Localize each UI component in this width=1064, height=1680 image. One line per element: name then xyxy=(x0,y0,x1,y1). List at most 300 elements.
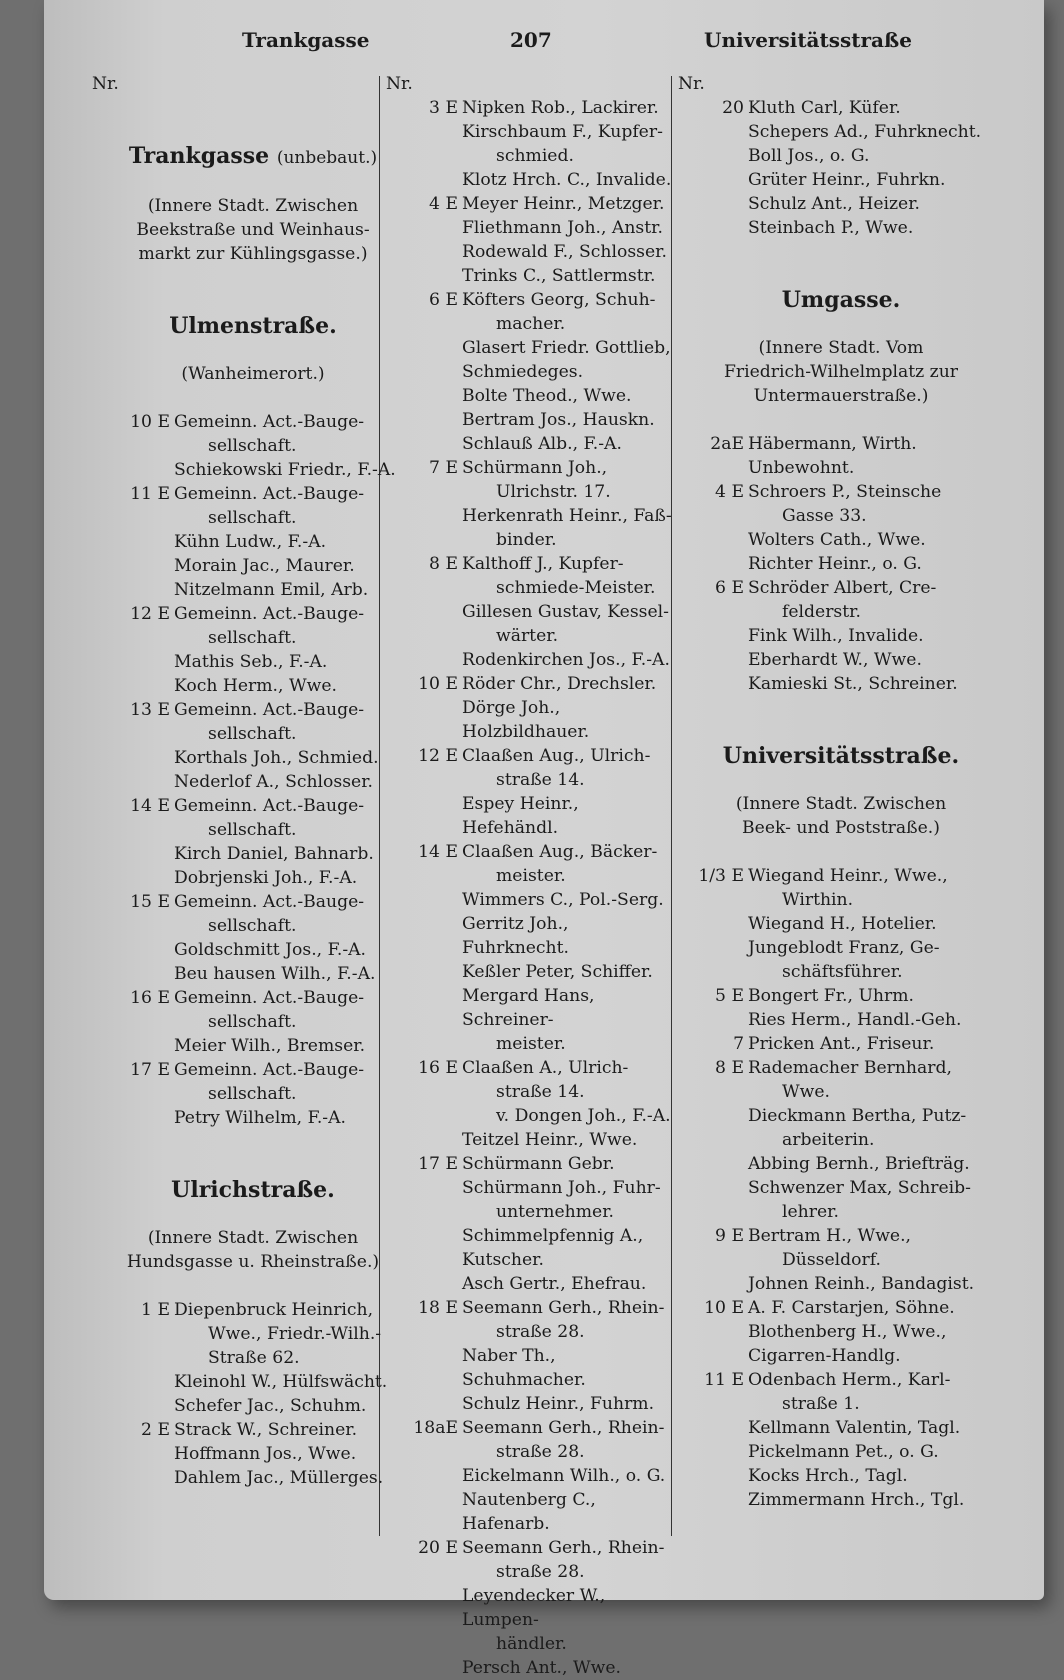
resident-text: Schepers Ad., Fuhrknecht. xyxy=(748,122,982,142)
spacer xyxy=(678,768,1004,792)
street-description xyxy=(92,194,414,266)
house-number: 6 E xyxy=(429,290,458,310)
resident-line: Gemeinn. Act.-Bauge- xyxy=(174,1060,365,1080)
resident-line xyxy=(386,1584,676,1632)
resident-text: Schmiedeges. xyxy=(462,362,584,382)
house-number: 18 E xyxy=(418,1298,458,1318)
house-entry xyxy=(678,96,1004,120)
description-line: (Innere Stadt. Zwischen xyxy=(735,794,947,814)
resident-line xyxy=(92,1106,414,1130)
spacer xyxy=(678,240,1004,288)
resident-text: Dörge Joh., Holzbildhauer. xyxy=(462,698,590,742)
resident-text: Johnen Reinh., Bandagist. xyxy=(748,1274,975,1294)
street-name: Ulrichstraße. xyxy=(171,1177,335,1203)
resident-line: sellschaft. xyxy=(208,1012,297,1032)
resident-text: Wolters Cath., Wwe. xyxy=(748,530,926,550)
house-entry xyxy=(678,432,1004,456)
resident-line xyxy=(386,912,676,960)
resident-line xyxy=(386,600,676,624)
description-line: Friedrich-Wilhelmplatz zur xyxy=(724,362,958,382)
house-entry xyxy=(678,1368,1004,1416)
resident-line: Rademacher Bernhard, xyxy=(748,1058,952,1078)
resident-line xyxy=(386,1248,676,1272)
resident-text: Bertram Jos., Hauskn. xyxy=(462,410,655,430)
house-entry xyxy=(678,1224,1004,1272)
description-line: Untermauerstraße.) xyxy=(753,386,929,406)
house-entry xyxy=(678,984,1004,1008)
resident-line xyxy=(678,1464,1004,1488)
street-heading xyxy=(92,1178,414,1202)
resident-line xyxy=(92,938,414,962)
house-number: 12 E xyxy=(418,746,458,766)
resident-text: Morain Jac., Maurer. xyxy=(174,556,355,576)
spacer xyxy=(92,170,414,194)
resident-line xyxy=(386,1272,676,1296)
resident-line xyxy=(678,912,1004,936)
resident-text: Dieckmann Bertha, Putz- xyxy=(748,1106,967,1126)
house-entry xyxy=(386,96,676,120)
resident-line xyxy=(386,168,676,192)
resident-text: Eberhardt W., Wwe. xyxy=(748,650,922,670)
resident-line: Strack W., Schreiner. xyxy=(174,1420,358,1440)
resident-line xyxy=(386,648,676,672)
resident-text: Steinbach P., Wwe. xyxy=(748,218,914,238)
house-entry xyxy=(386,288,676,336)
resident-line xyxy=(386,960,676,984)
resident-line: Bongert Fr., Uhrm. xyxy=(748,986,914,1006)
house-number: 7 xyxy=(733,1034,744,1054)
resident-line: Gemeinn. Act.-Bauge- xyxy=(174,604,365,624)
resident-text: Kühn Ludw., F.-A. xyxy=(174,532,327,552)
resident-line xyxy=(92,746,414,770)
resident-text: Asch Gertr., Ehefrau. xyxy=(462,1274,647,1294)
spacer xyxy=(92,96,414,144)
house-number: 10 E xyxy=(418,674,458,694)
page-number: 207 xyxy=(510,28,552,52)
resident-line xyxy=(678,192,1004,216)
resident-text: Koch Herm., Wwe. xyxy=(174,676,337,696)
resident-text: Herkenrath Heinr., Faß- xyxy=(462,506,672,526)
resident-line: Köfters Georg, Schuh- xyxy=(462,290,656,310)
resident-text: Mergard Hans, Schreiner- xyxy=(462,986,595,1030)
house-entry xyxy=(92,410,414,458)
resident-text: wärter. xyxy=(496,626,559,646)
resident-line xyxy=(678,1488,1004,1512)
resident-line xyxy=(386,1632,676,1656)
resident-text: lehrer. xyxy=(782,1202,839,1222)
street-name: Trankgasse xyxy=(128,143,270,169)
house-number: 2aE xyxy=(710,434,744,454)
resident-line: A. F. Carstarjen, Söhne. xyxy=(748,1298,955,1318)
house-entry xyxy=(386,456,676,504)
resident-text: Kutscher. xyxy=(462,1250,544,1270)
resident-line: straße 28. xyxy=(496,1442,585,1462)
resident-line: Pricken Ant., Friseur. xyxy=(748,1034,935,1054)
directory-page xyxy=(44,0,1044,1678)
house-entry xyxy=(92,794,414,842)
street-description xyxy=(678,792,1004,840)
resident-text: Beu hausen Wilh., F.-A. xyxy=(174,964,376,984)
house-entry xyxy=(386,744,676,792)
resident-line: Kluth Carl, Küfer. xyxy=(748,98,901,118)
resident-line xyxy=(386,1464,676,1488)
resident-text: arbeiterin. xyxy=(782,1130,875,1150)
house-entry xyxy=(92,482,414,530)
spacer xyxy=(678,408,1004,432)
spacer xyxy=(678,840,1004,864)
resident-line xyxy=(386,528,676,552)
resident-line xyxy=(92,650,414,674)
house-number: 17 E xyxy=(130,1060,170,1080)
resident-line xyxy=(92,674,414,698)
resident-line: straße 28. xyxy=(496,1322,585,1342)
house-number: 10 E xyxy=(130,412,170,432)
resident-text: Rodenkirchen Jos., F.-A. xyxy=(462,650,670,670)
resident-text: Pickelmann Pet., o. G. xyxy=(748,1442,939,1462)
resident-text: Schlauß Alb., F.-A. xyxy=(462,434,622,454)
resident-line xyxy=(678,1272,1004,1296)
street-description xyxy=(92,1226,414,1274)
resident-line xyxy=(386,1200,676,1224)
resident-text: Klotz Hrch. C., Invalide. xyxy=(462,170,672,190)
resident-line xyxy=(92,962,414,986)
directory-column-1 xyxy=(92,72,414,1490)
house-entry xyxy=(678,1032,1004,1056)
spacer xyxy=(92,1130,414,1178)
resident-line: macher. xyxy=(496,314,566,334)
house-entry xyxy=(386,840,676,888)
resident-text: Korthals Joh., Schmied. xyxy=(174,748,379,768)
spacer xyxy=(92,266,414,314)
resident-line xyxy=(92,866,414,890)
header-right-street: Universitätsstraße xyxy=(704,28,912,52)
resident-line xyxy=(386,1176,676,1200)
resident-line xyxy=(386,336,676,360)
resident-line xyxy=(678,1344,1004,1368)
resident-line xyxy=(386,1104,676,1128)
directory-column-2 xyxy=(386,72,676,1680)
resident-line xyxy=(678,216,1004,240)
resident-text: Kamieski St., Schreiner. xyxy=(748,674,958,694)
resident-text: Leyendecker W., Lumpen- xyxy=(462,1586,606,1630)
resident-line xyxy=(678,1320,1004,1344)
resident-line: Seemann Gerh., Rhein- xyxy=(462,1538,665,1558)
header-left-street: Trankgasse xyxy=(242,28,370,52)
house-entry xyxy=(386,1536,676,1584)
house-entry xyxy=(386,1056,676,1104)
column-nr-label: Nr. xyxy=(92,74,119,94)
resident-line: Claaßen Aug., Ulrich- xyxy=(462,746,651,766)
house-number: 8 E xyxy=(715,1058,744,1078)
resident-line: Kalthoff J., Kupfer- xyxy=(462,554,624,574)
house-number: 16 E xyxy=(130,988,170,1008)
resident-line xyxy=(678,1008,1004,1032)
house-number: 7 E xyxy=(429,458,458,478)
resident-line: Nipken Rob., Lackirer. xyxy=(462,98,659,118)
house-number: 8 E xyxy=(429,554,458,574)
resident-text: Schimmelpfennig A., xyxy=(462,1226,644,1246)
street-heading xyxy=(92,314,414,338)
resident-text: Nautenberg C., Hafenarb. xyxy=(462,1490,596,1534)
house-entry xyxy=(92,602,414,650)
resident-line xyxy=(386,504,676,528)
page-header xyxy=(44,28,1044,68)
resident-line xyxy=(678,120,1004,144)
resident-line xyxy=(386,216,676,240)
resident-line: Gemeinn. Act.-Bauge- xyxy=(174,988,365,1008)
resident-line: Gemeinn. Act.-Bauge- xyxy=(174,892,365,912)
resident-line: Häbermann, Wirth. xyxy=(748,434,917,454)
resident-line xyxy=(92,1370,414,1394)
street-heading xyxy=(678,288,1004,312)
resident-line: sellschaft. xyxy=(208,628,297,648)
resident-line: Wiegand Heinr., Wwe., xyxy=(748,866,948,886)
house-number: 18aE xyxy=(413,1418,458,1438)
description-line: Hundsgasse u. Rheinstraße.) xyxy=(126,1252,380,1272)
resident-line xyxy=(678,168,1004,192)
resident-line xyxy=(92,1034,414,1058)
resident-line xyxy=(386,360,676,384)
resident-text: Richter Heinr., o. G. xyxy=(748,554,922,574)
street-name: Universitätsstraße. xyxy=(722,743,960,769)
resident-line xyxy=(678,552,1004,576)
resident-line xyxy=(678,144,1004,168)
resident-text: Wimmers C., Pol.-Serg. xyxy=(462,890,664,910)
resident-line xyxy=(386,1488,676,1536)
resident-text: Petry Wilhelm, F.-A. xyxy=(174,1108,346,1128)
house-number: 1/3 E xyxy=(698,866,744,886)
resident-line xyxy=(678,1104,1004,1128)
resident-line xyxy=(678,1200,1004,1224)
resident-line xyxy=(92,842,414,866)
resident-text: Kellmann Valentin, Tagl. xyxy=(748,1418,961,1438)
resident-text: Schiekowski Friedr., F.-A. xyxy=(174,460,396,480)
column-nr-label: Nr. xyxy=(386,74,413,94)
resident-text: schäftsführer. xyxy=(782,962,903,982)
resident-line: Schroers P., Steinsche xyxy=(748,482,942,502)
resident-text: Wiegand H., Hotelier. xyxy=(748,914,937,934)
resident-line: Diepenbruck Heinrich, xyxy=(174,1300,374,1320)
resident-text: Schulz Heinr., Fuhrm. xyxy=(462,1394,655,1414)
house-number: 16 E xyxy=(418,1058,458,1078)
resident-line xyxy=(386,384,676,408)
resident-line: Seemann Gerh., Rhein- xyxy=(462,1298,665,1318)
resident-line xyxy=(386,408,676,432)
house-number: 11 E xyxy=(704,1370,744,1390)
resident-line xyxy=(92,458,414,482)
house-number: 10 E xyxy=(704,1298,744,1318)
resident-line xyxy=(678,624,1004,648)
resident-line: felderstr. xyxy=(782,602,861,622)
resident-text: Persch Ant., Wwe. xyxy=(462,1658,621,1678)
resident-text: Gillesen Gustav, Kessel- xyxy=(462,602,669,622)
house-number: 12 E xyxy=(130,604,170,624)
resident-line: Röder Chr., Drechsler. xyxy=(462,674,657,694)
resident-text: Cigarren-Handlg. xyxy=(748,1346,901,1366)
description-line: (Innere Stadt. Zwischen xyxy=(147,196,359,216)
resident-line xyxy=(678,1440,1004,1464)
resident-text: Zimmermann Hrch., Tgl. xyxy=(748,1490,965,1510)
spacer xyxy=(678,696,1004,744)
resident-line: sellschaft. xyxy=(208,1084,297,1104)
house-entry xyxy=(678,1296,1004,1320)
resident-line xyxy=(386,888,676,912)
resident-line xyxy=(92,578,414,602)
resident-line: straße 14. xyxy=(496,1082,585,1102)
resident-line: sellschaft. xyxy=(208,916,297,936)
resident-line: Gemeinn. Act.-Bauge- xyxy=(174,484,365,504)
description-line: Beekstraße und Weinhaus- xyxy=(136,220,370,240)
house-entry xyxy=(678,1056,1004,1104)
resident-line: Gemeinn. Act.-Bauge- xyxy=(174,700,365,720)
resident-line xyxy=(678,936,1004,960)
resident-line: Odenbach Herm., Karl- xyxy=(748,1370,951,1390)
resident-text: Fliethmann Joh., Anstr. xyxy=(462,218,663,238)
resident-line: sellschaft. xyxy=(208,436,297,456)
resident-text: Kocks Hrch., Tagl. xyxy=(748,1466,908,1486)
resident-line: Wwe. xyxy=(782,1082,831,1102)
description-line: (Innere Stadt. Vom xyxy=(758,338,924,358)
house-number: 1 E xyxy=(141,1300,170,1320)
spacer xyxy=(92,1274,414,1298)
resident-line: Claaßen Aug., Bäcker- xyxy=(462,842,658,862)
resident-text: Schefer Jac., Schuhm. xyxy=(174,1396,367,1416)
resident-text: Naber Th., Schuhmacher. xyxy=(462,1346,586,1390)
resident-line: straße 28. xyxy=(496,1562,585,1582)
resident-text: Kirschbaum F., Kupfer- xyxy=(462,122,663,142)
resident-line xyxy=(386,792,676,840)
resident-line xyxy=(678,456,1004,480)
street-description xyxy=(92,362,414,386)
resident-line xyxy=(386,696,676,744)
house-entry xyxy=(92,890,414,938)
resident-line: Düsseldorf. xyxy=(782,1250,881,1270)
street-heading xyxy=(92,144,414,170)
resident-line xyxy=(386,1224,676,1248)
resident-text: Abbing Bernh., Briefträg. xyxy=(748,1154,970,1174)
house-entry xyxy=(678,480,1004,528)
resident-line: Wwe., Friedr.-Wilh.- xyxy=(208,1324,382,1344)
house-number: 17 E xyxy=(418,1154,458,1174)
resident-line xyxy=(386,624,676,648)
house-number: 14 E xyxy=(130,796,170,816)
street-note: (unbebaut.) xyxy=(276,148,378,168)
house-number: 4 E xyxy=(429,194,458,214)
house-entry xyxy=(678,576,1004,624)
spacer xyxy=(92,338,414,362)
resident-text: Trinks C., Sattlermstr. xyxy=(462,266,656,286)
resident-line: Claaßen A., Ulrich- xyxy=(462,1058,629,1078)
house-number: 5 E xyxy=(715,986,744,1006)
street-heading xyxy=(678,744,1004,768)
resident-line xyxy=(386,1656,676,1680)
resident-text: Kirch Daniel, Bahnarb. xyxy=(174,844,374,864)
resident-text: händler. xyxy=(496,1634,567,1654)
house-entry xyxy=(92,1058,414,1106)
resident-line xyxy=(678,648,1004,672)
resident-text: Teitzel Heinr., Wwe. xyxy=(462,1130,638,1150)
resident-text: Dobrjenski Joh., F.-A. xyxy=(174,868,358,888)
house-number: 11 E xyxy=(130,484,170,504)
resident-line xyxy=(92,530,414,554)
resident-text: meister. xyxy=(496,1034,566,1054)
resident-line xyxy=(678,672,1004,696)
house-entry xyxy=(386,552,676,600)
resident-text: Ries Herm., Handl.-Geh. xyxy=(748,1010,962,1030)
resident-line xyxy=(678,528,1004,552)
resident-line xyxy=(678,1152,1004,1176)
house-number: 14 E xyxy=(418,842,458,862)
description-line: markt zur Kühlingsgasse.) xyxy=(138,244,368,264)
resident-text: Mathis Seb., F.-A. xyxy=(174,652,328,672)
house-entry xyxy=(386,192,676,216)
resident-text: Fink Wilh., Invalide. xyxy=(748,626,924,646)
house-number: 20 E xyxy=(418,1538,458,1558)
resident-line: Schürmann Gebr. xyxy=(462,1154,615,1174)
resident-text: Boll Jos., o. G. xyxy=(748,146,870,166)
resident-line: Ulrichstr. 17. xyxy=(496,482,611,502)
resident-text: Schulz Ant., Heizer. xyxy=(748,194,921,214)
resident-text: Rodewald F., Schlosser. xyxy=(462,242,667,262)
house-entry xyxy=(92,698,414,746)
street-description xyxy=(678,336,1004,408)
resident-line xyxy=(92,1466,414,1490)
house-number: 13 E xyxy=(130,700,170,720)
resident-text: Schürmann Joh., Fuhr- xyxy=(462,1178,661,1198)
resident-line xyxy=(386,1392,676,1416)
house-number: 15 E xyxy=(130,892,170,912)
house-entry xyxy=(678,864,1004,912)
resident-text: Blothenberg H., Wwe., xyxy=(748,1322,947,1342)
resident-line xyxy=(386,984,676,1032)
resident-text: Hoffmann Jos., Wwe. xyxy=(174,1444,357,1464)
resident-line xyxy=(92,1442,414,1466)
house-number: 6 E xyxy=(715,578,744,598)
resident-line xyxy=(92,770,414,794)
house-entry xyxy=(386,1152,676,1176)
resident-line: Seemann Gerh., Rhein- xyxy=(462,1418,665,1438)
house-entry xyxy=(386,1416,676,1464)
directory-column-3 xyxy=(678,72,1004,1512)
description-line: Beek- und Poststraße.) xyxy=(742,818,940,838)
resident-line xyxy=(386,240,676,264)
house-number: 9 E xyxy=(715,1226,744,1246)
resident-line: Schröder Albert, Cre- xyxy=(748,578,937,598)
resident-line xyxy=(386,432,676,456)
resident-line xyxy=(678,1128,1004,1152)
resident-text: unternehmer. xyxy=(496,1202,615,1222)
resident-line xyxy=(92,1394,414,1418)
resident-text: Nitzelmann Emil, Arb. xyxy=(174,580,369,600)
resident-line xyxy=(678,1176,1004,1200)
resident-line: straße 1. xyxy=(782,1394,860,1414)
house-entry xyxy=(386,1296,676,1344)
resident-line xyxy=(386,1344,676,1392)
resident-text: Dahlem Jac., Müllerges. xyxy=(174,1468,384,1488)
resident-text: Meier Wilh., Bremser. xyxy=(174,1036,366,1056)
resident-line xyxy=(386,1032,676,1056)
house-entry xyxy=(92,1418,414,1442)
house-entry xyxy=(92,986,414,1034)
resident-text: Grüter Heinr., Fuhrkn. xyxy=(748,170,946,190)
resident-line: sellschaft. xyxy=(208,508,297,528)
resident-text: Goldschmitt Jos., F.-A. xyxy=(174,940,367,960)
resident-line: sellschaft. xyxy=(208,724,297,744)
resident-text: Unbewohnt. xyxy=(748,458,855,478)
resident-line: meister. xyxy=(496,866,566,886)
resident-line xyxy=(386,144,676,168)
house-number: 2 E xyxy=(141,1420,170,1440)
